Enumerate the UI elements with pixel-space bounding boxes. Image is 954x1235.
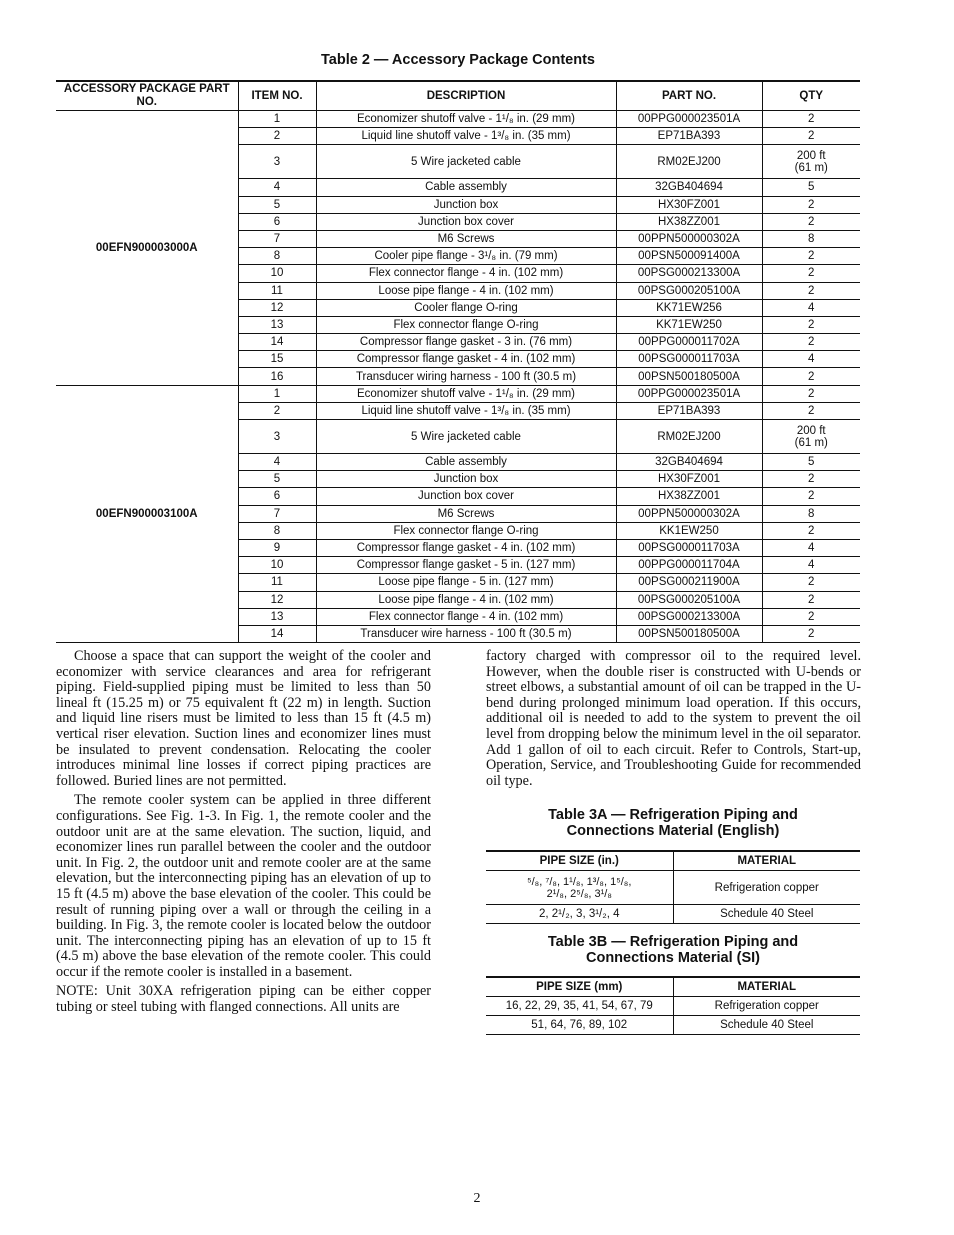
qty-cell: 2 <box>762 368 860 385</box>
description-cell: Junction box <box>316 196 616 213</box>
description-cell: Flex connector flange O-ring <box>316 522 616 539</box>
qty-cell: 2 <box>762 574 860 591</box>
table-3a <box>486 850 860 924</box>
item-no-cell: 4 <box>238 179 316 196</box>
paragraph: The remote cooler system can be applied in three different configurations. See Fig. 1-3. In Fig. 1, the remote cooler and the outdoor unit are at the same elevation. The suction, liquid, and economizer lines run parallel between the cooler and the outdoor unit. In Fig. 2, the outdoor unit and remote cooler are at the same elevation, but the interconnecting piping has an elevation of up to 15 ft (4.5 m) above the base elevation of the cooler. This could be result of running piping over a wall or through the ceiling in a building. In Fig. 3, the remote cooler is located below the outdoor unit. The interconnecting piping has an elevation of up to 15 ft (4.5 m) above the base elevation of the remote cooler. This could occur if the remote cooler is installed in a basement. <box>56 792 431 980</box>
item-no-cell: 1 <box>238 385 316 402</box>
table-3b-title-line: Connections Material (SI) <box>585 950 761 966</box>
item-no-cell: 5 <box>238 471 316 488</box>
item-no-cell: 5 <box>238 196 316 213</box>
item-no-cell: 9 <box>238 539 316 556</box>
item-no-cell: 13 <box>238 316 316 333</box>
qty-cell: 4 <box>762 539 860 556</box>
description-cell: Compressor flange gasket - 5 in. (127 mm) <box>316 557 616 574</box>
part-no-cell: 32GB404694 <box>616 454 762 471</box>
item-no-cell: 1 <box>238 111 316 128</box>
qty-cell: 2 <box>762 385 860 402</box>
qty-cell: 8 <box>762 230 860 247</box>
item-no-cell: 14 <box>238 334 316 351</box>
part-no-cell: EP71BA393 <box>616 128 762 145</box>
qty-cell: 2 <box>762 402 860 419</box>
qty-cell: 2 <box>762 128 860 145</box>
header-qty: QTY <box>762 81 860 111</box>
table-3b-title <box>486 934 860 966</box>
paragraph: factory charged with compressor oil to the required level. However, when the double riser is constructed with U-bends or street elbows, a substantial amount of oil can be trapped in the U-bend during prolonged minimum load operation. If this occurs, additional oil is needed to add to the system to prevent the oil level from dropping below the minimum level in the oil separator. Add 1 gallon of oil to each circuit. Refer to Controls, Start-up, Operation, Service, and Troubleshooting Guide for recommended oil type. <box>486 648 861 789</box>
item-no-cell: 10 <box>238 557 316 574</box>
description-cell: M6 Screws <box>316 230 616 247</box>
page-number: 2 <box>473 1191 481 1206</box>
part-no-cell: 00PSG000205100A <box>616 591 762 608</box>
header-material: MATERIAL <box>673 851 860 871</box>
qty-cell: 2 <box>762 608 860 625</box>
part-no-cell: KK71EW256 <box>616 299 762 316</box>
item-no-cell: 8 <box>238 522 316 539</box>
description-cell: Compressor flange gasket - 3 in. (76 mm) <box>316 334 616 351</box>
description-cell: Loose pipe flange - 5 in. (127 mm) <box>316 574 616 591</box>
table-row <box>56 385 860 402</box>
table-3a-title <box>486 807 860 839</box>
table-3a-title-line: Connections Material (English) <box>566 823 780 839</box>
part-no-cell: 00PPN500000302A <box>616 230 762 247</box>
qty-cell: 2 <box>762 316 860 333</box>
description-cell: Economizer shutoff valve - 1¹/₈ in. (29 mm) <box>316 385 616 402</box>
qty-cell: 2 <box>762 111 860 128</box>
description-cell: Liquid line shutoff valve - 1³/₈ in. (35 mm) <box>316 128 616 145</box>
qty-cell: 5 <box>762 179 860 196</box>
accessory-package-table <box>56 80 860 643</box>
header-pipe-size: PIPE SIZE (mm) <box>486 977 673 997</box>
part-no-cell: 00PSN500091400A <box>616 248 762 265</box>
qty-cell: 8 <box>762 505 860 522</box>
item-no-cell: 2 <box>238 402 316 419</box>
part-no-cell: 00PSG000213300A <box>616 608 762 625</box>
qty-cell: 4 <box>762 299 860 316</box>
description-cell: Cooler pipe flange - 3¹/₈ in. (79 mm) <box>316 248 616 265</box>
qty-cell: 4 <box>762 557 860 574</box>
part-no-cell: 00PSG000011703A <box>616 351 762 368</box>
part-no-cell: 32GB404694 <box>616 179 762 196</box>
qty-cell: 2 <box>762 625 860 642</box>
description-cell: Flex connector flange - 4 in. (102 mm) <box>316 265 616 282</box>
header-package-part-no: ACCESSORY PACKAGE PART NO. <box>56 81 238 111</box>
pipe-size-cell: 2, 2¹/₂, 3, 3¹/₂, 4 <box>486 905 673 924</box>
part-no-cell: HX30FZ001 <box>616 471 762 488</box>
description-cell: Loose pipe flange - 4 in. (102 mm) <box>316 282 616 299</box>
right-text-column <box>486 649 861 793</box>
header-pipe-size: PIPE SIZE (in.) <box>486 851 673 871</box>
description-cell: Junction box cover <box>316 213 616 230</box>
paragraph: Choose a space that can support the weight of the cooler and economizer with service clearances and area for refrigerant piping. Field-supplied piping must be limited to less than 50 lineal ft (15.25 m) or 75 equivalent ft (22 m) in length. Suction and liquid line risers must be limited to less than 15 ft (4.5 m) vertical riser elevation. Suction lines and economizer lines must be insulated to prevent condensation. Relocating the cooler introduces minimal line losses if correct piping practices are followed. Buried lines are not permitted. <box>56 648 431 789</box>
part-no-cell: 00PSG000213300A <box>616 265 762 282</box>
qty-cell: 2 <box>762 488 860 505</box>
part-no-cell: 00PSG000205100A <box>616 282 762 299</box>
description-cell: Liquid line shutoff valve - 1³/₈ in. (35 mm) <box>316 402 616 419</box>
description-cell: 5 Wire jacketed cable <box>316 145 616 179</box>
description-cell: Transducer wire harness - 100 ft (30.5 m) <box>316 625 616 642</box>
part-no-cell: 00PPG000011702A <box>616 334 762 351</box>
pipe-size-cell <box>486 871 673 905</box>
qty-cell: 2 <box>762 522 860 539</box>
description-cell: Transducer wiring harness - 100 ft (30.5 m) <box>316 368 616 385</box>
material-cell: Schedule 40 Steel <box>673 905 860 924</box>
material-cell: Refrigeration copper <box>673 871 860 905</box>
qty-cell: 5 <box>762 454 860 471</box>
pipe-size-cell: 51, 64, 76, 89, 102 <box>486 1016 673 1035</box>
qty-cell: 2 <box>762 282 860 299</box>
qty-cell: 2 <box>762 248 860 265</box>
material-cell: Refrigeration copper <box>673 997 860 1016</box>
part-no-cell: HX38ZZ001 <box>616 213 762 230</box>
part-no-cell: EP71BA393 <box>616 402 762 419</box>
qty-cell: 2 <box>762 196 860 213</box>
part-no-cell: 00PSG000211900A <box>616 574 762 591</box>
part-no-cell: 00PPG000023501A <box>616 111 762 128</box>
part-no-cell: 00PPG000023501A <box>616 385 762 402</box>
item-no-cell: 15 <box>238 351 316 368</box>
description-cell: Cable assembly <box>316 454 616 471</box>
part-no-cell: RM02EJ200 <box>616 145 762 179</box>
item-no-cell: 12 <box>238 591 316 608</box>
qty-cell: 2 <box>762 334 860 351</box>
part-no-cell: HX38ZZ001 <box>616 488 762 505</box>
item-no-cell: 12 <box>238 299 316 316</box>
pipe-size-cell: 16, 22, 29, 35, 41, 54, 67, 79 <box>486 997 673 1016</box>
item-no-cell: 10 <box>238 265 316 282</box>
part-no-cell: 00PPN500000302A <box>616 505 762 522</box>
description-cell: Junction box cover <box>316 488 616 505</box>
table-3b <box>486 976 860 1035</box>
description-cell: Compressor flange gasket - 4 in. (102 mm) <box>316 539 616 556</box>
item-no-cell: 6 <box>238 488 316 505</box>
part-no-cell: 00PSG000011703A <box>616 539 762 556</box>
table-2-title: Table 2 — Accessory Package Contents <box>321 52 595 68</box>
description-cell: Economizer shutoff valve - 1¹/₈ in. (29 mm) <box>316 111 616 128</box>
table-body <box>56 111 860 643</box>
table-row <box>56 111 860 128</box>
item-no-cell: 2 <box>238 128 316 145</box>
item-no-cell: 16 <box>238 368 316 385</box>
package-part-no-cell: 00EFN900003000A <box>56 111 238 386</box>
item-no-cell: 13 <box>238 608 316 625</box>
qty-cell: 200 ft (61 m) <box>762 420 860 454</box>
part-no-cell: 00PPG000011704A <box>616 557 762 574</box>
part-no-cell: HX30FZ001 <box>616 196 762 213</box>
item-no-cell: 11 <box>238 282 316 299</box>
qty-cell: 2 <box>762 591 860 608</box>
item-no-cell: 4 <box>238 454 316 471</box>
description-cell: M6 Screws <box>316 505 616 522</box>
table-3a-title-line: Table 3A — Refrigeration Piping and <box>548 807 798 823</box>
item-no-cell: 11 <box>238 574 316 591</box>
material-cell: Schedule 40 Steel <box>673 1016 860 1035</box>
header-part-no: PART NO. <box>616 81 762 111</box>
item-no-cell: 3 <box>238 145 316 179</box>
description-cell: Loose pipe flange - 4 in. (102 mm) <box>316 591 616 608</box>
description-cell: Flex connector flange - 4 in. (102 mm) <box>316 608 616 625</box>
header-item-no: ITEM NO. <box>238 81 316 111</box>
table-header-row <box>56 81 860 111</box>
header-material: MATERIAL <box>673 977 860 997</box>
left-text-column <box>56 649 431 1020</box>
description-cell: Cooler flange O-ring <box>316 299 616 316</box>
part-no-cell: KK71EW250 <box>616 316 762 333</box>
header-description: DESCRIPTION <box>316 81 616 111</box>
pipe-size-line: ⁵/₈, ⁷/₈, 1¹/₈, 1³/₈, 1⁵/₈, <box>527 875 632 888</box>
description-cell: 5 Wire jacketed cable <box>316 420 616 454</box>
part-no-cell: 00PSN500180500A <box>616 368 762 385</box>
description-cell: Junction box <box>316 471 616 488</box>
qty-cell: 200 ft (61 m) <box>762 145 860 179</box>
part-no-cell: RM02EJ200 <box>616 420 762 454</box>
qty-cell: 2 <box>762 471 860 488</box>
table-3b-title-line: Table 3B — Refrigeration Piping and <box>547 934 799 950</box>
item-no-cell: 7 <box>238 230 316 247</box>
qty-cell: 2 <box>762 265 860 282</box>
qty-cell: 2 <box>762 213 860 230</box>
note-paragraph: NOTE: Unit 30XA refrigeration piping can be either copper tubing or steel tubing with flanged connections. All units are <box>56 983 431 1016</box>
package-part-no-cell: 00EFN900003100A <box>56 385 238 642</box>
description-cell: Cable assembly <box>316 179 616 196</box>
item-no-cell: 7 <box>238 505 316 522</box>
item-no-cell: 6 <box>238 213 316 230</box>
part-no-cell: KK1EW250 <box>616 522 762 539</box>
description-cell: Flex connector flange O-ring <box>316 316 616 333</box>
qty-cell: 4 <box>762 351 860 368</box>
pipe-size-line: 2¹/₈, 2⁵/₈, 3¹/₈ <box>546 887 612 900</box>
part-no-cell: 00PSN500180500A <box>616 625 762 642</box>
description-cell: Compressor flange gasket - 4 in. (102 mm) <box>316 351 616 368</box>
item-no-cell: 3 <box>238 420 316 454</box>
item-no-cell: 14 <box>238 625 316 642</box>
item-no-cell: 8 <box>238 248 316 265</box>
